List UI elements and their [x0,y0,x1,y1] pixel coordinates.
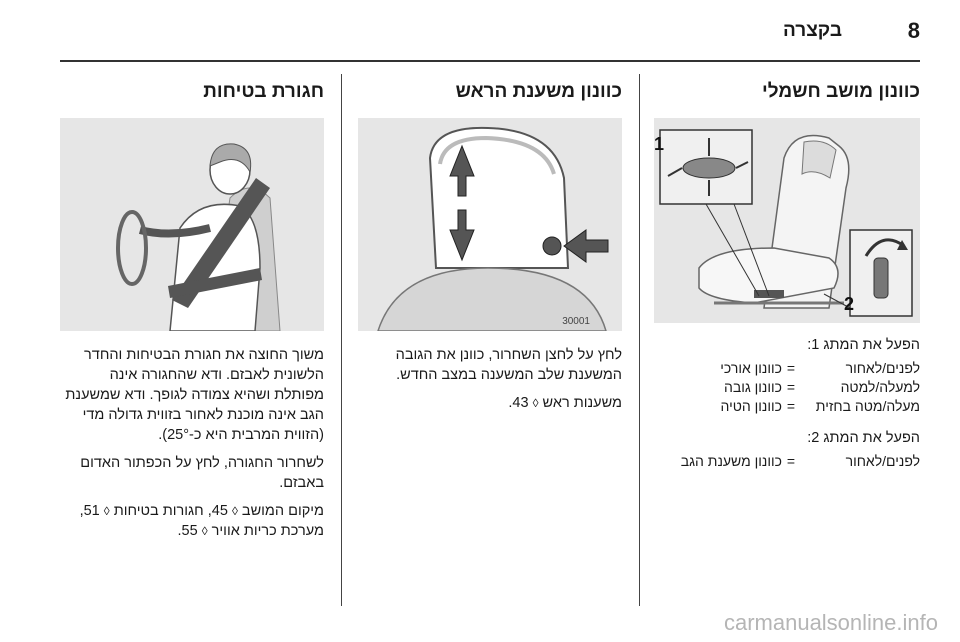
chapter-title: בקצרה [783,20,842,41]
def-equals: = [786,379,796,395]
seat-belt-figure [60,118,324,331]
def-action: לפנים/לאחור [845,360,920,376]
def-equals: = [786,398,796,414]
def-result: כוונון גובה [723,379,782,395]
switch2-row [654,452,920,471]
power-seat-heading: כוונון מושב חשמלי [762,81,920,102]
page-header [0,0,960,62]
headrest-reference [358,393,622,413]
def-action: למעלה/למטה [840,379,920,395]
def-action: לפנים/לאחור [845,453,920,469]
seat-belt-illustration [60,118,324,331]
headrest-instruction: לחץ על לחצן השחרור, כוונן את הגובה המשענת שלב המשענה במצב החדש. [395,347,622,383]
switch2-label: הפעל את המתג 2: [807,430,920,446]
headrest-figure [358,118,622,331]
reference-icon: ◊ [103,504,110,518]
headrest-text [358,345,622,413]
ref-label: מיקום המושב [241,503,324,519]
power-seat-illustration [654,118,920,323]
seat-belt-heading: חגורת בטיחות [203,81,324,102]
power-seat-figure [654,118,920,323]
ref-label: משענות ראש [542,395,622,411]
header-divider [60,60,920,62]
switch1-definitions [654,359,920,416]
reference-icon: ◊ [231,504,238,518]
ref-link[interactable]: 51, מערכת כריות אוויר [79,503,324,539]
seat-belt-para1: משוך החוצה את חגורת הבטיחות והחדר הלשונית לאבזם. ודא שהחגורה אינה מפותלת ושהיא צמודה לגופך. ודא שמשענת הגב אינה מוכנת לאחור בזווית גדולה מדי (הזווית המרבית היא כ-25°). [65,347,324,443]
seat-belt-text [60,345,324,541]
def-result: כוונון הטיה [720,398,782,414]
figure-code: 30001 [562,316,590,327]
headrest-heading: כוונון משענת הראש [455,81,622,102]
switch1-label: הפעל את המתג 1: [807,337,920,353]
def-equals: = [786,360,796,376]
reference-icon: ◊ [201,524,208,538]
def-action: מעלה/מטה בחזית [815,398,920,414]
column-divider-left [341,74,342,606]
switch1-row [654,378,920,397]
callout-1: 1 [654,134,664,154]
def-equals: = [786,453,796,469]
ref-link[interactable]: 45, חגורות בטיחות [113,503,228,519]
power-seat-section [654,74,920,471]
headrest-illustration [358,118,622,331]
switch1-row [654,397,920,416]
reference-icon: ◊ [532,396,539,410]
def-result: כוונון אורכי [720,360,782,376]
page-number: 8 [907,18,920,43]
def-result: כוונון משענת הגב [680,453,782,469]
switch2-definitions [654,452,920,471]
callout-2: 2 [843,294,854,314]
switch1-row [654,359,920,378]
watermark: carmanualsonline.info [723,610,938,635]
seat-belt-section [60,74,324,549]
ref-link[interactable]: 55. [177,523,198,539]
seat-belt-para2: לשחרור החגורה, לחץ על הכפתור האדום באבזם. [80,455,324,491]
headrest-section [358,74,622,421]
column-divider-right [639,74,640,606]
ref-page[interactable]: 43. [508,395,529,411]
seat-belt-references [60,501,324,541]
